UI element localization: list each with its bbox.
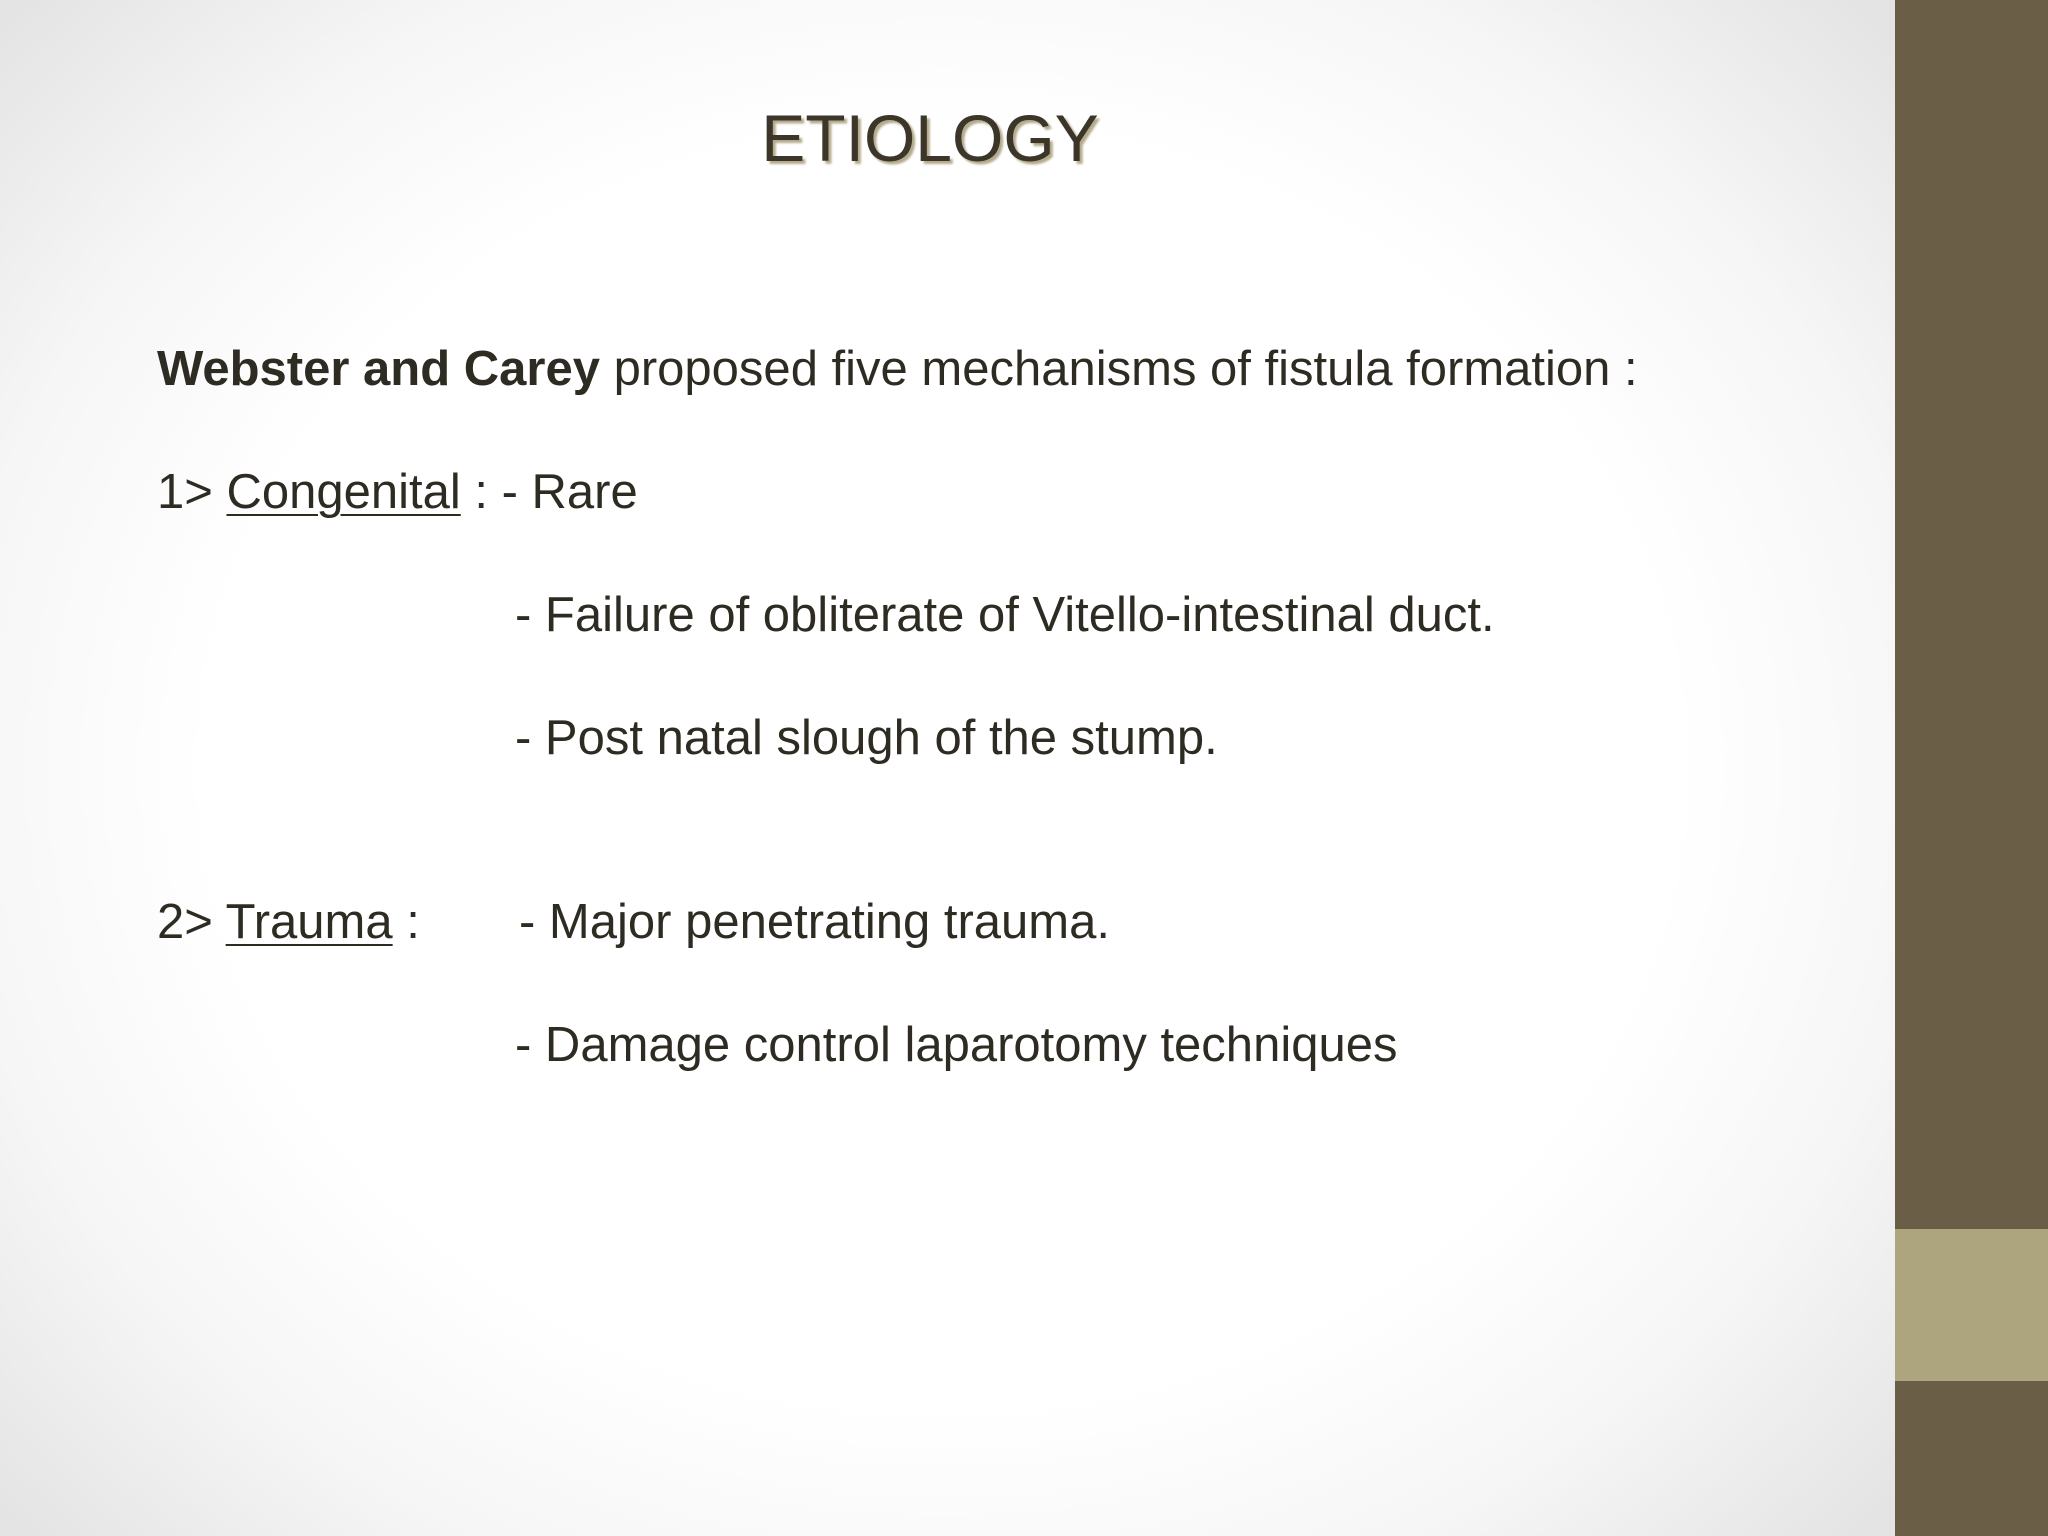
- item-point: - Damage control laparotomy techniques: [515, 1018, 1398, 1072]
- item-congenital: [157, 465, 638, 519]
- item-point: - Post natal slough of the stump.: [515, 711, 1218, 765]
- item-point: - Major penetrating trauma.: [519, 895, 1110, 949]
- item-heading-congenital: Congenital: [226, 465, 461, 519]
- item-separator: :: [392, 895, 420, 949]
- side-bar-accent: [1895, 1229, 2048, 1381]
- item-point: - Rare: [501, 465, 638, 519]
- item-point: - Failure of obliterate of Vitello-intestinal duct.: [515, 588, 1495, 642]
- intro-line: [157, 342, 1638, 396]
- item-trauma: [157, 895, 420, 949]
- intro-authors: Webster and Carey: [157, 342, 600, 396]
- intro-text: proposed five mechanisms of fistula formation :: [600, 342, 1638, 396]
- item-number: 2>: [157, 895, 226, 949]
- slide-title: ETIOLOGY: [761, 101, 1099, 175]
- item-heading-trauma: Trauma: [225, 895, 393, 949]
- item-separator: :: [460, 465, 502, 519]
- item-number: 1>: [157, 465, 227, 519]
- side-bar: [1895, 0, 2048, 1536]
